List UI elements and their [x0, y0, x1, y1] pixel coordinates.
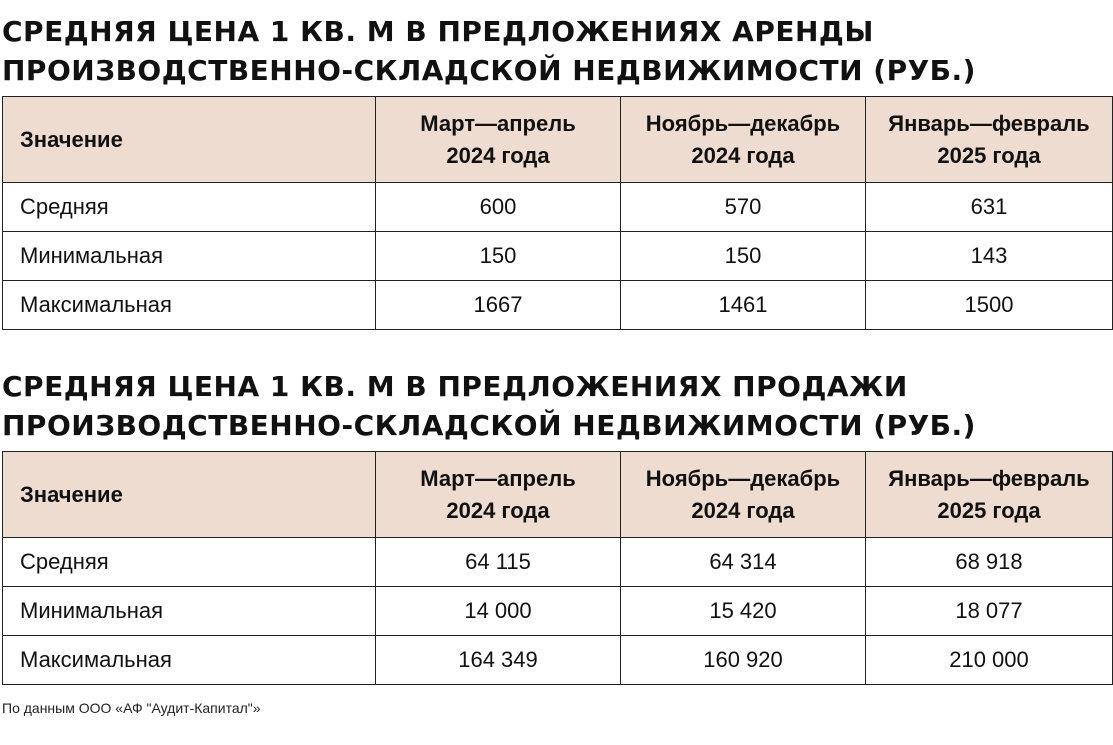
header-cell-label: Значение	[3, 452, 376, 538]
row-label: Минимальная	[3, 587, 376, 636]
table-row	[3, 281, 1113, 330]
value-cell: 150	[376, 232, 621, 281]
header-cell-period	[866, 452, 1113, 538]
table-row	[3, 587, 1113, 636]
value-cell: 631	[866, 183, 1113, 232]
row-label: Максимальная	[3, 281, 376, 330]
row-label: Средняя	[3, 538, 376, 587]
sale-price-table	[2, 451, 1113, 685]
header-period-year: 2024 года	[691, 497, 795, 523]
header-period-year: 2024 года	[446, 497, 550, 523]
value-cell: 160 920	[621, 636, 866, 685]
value-cell: 210 000	[866, 636, 1113, 685]
header-period-line: Март—апрель	[420, 110, 576, 136]
table-header-row	[3, 452, 1113, 538]
row-label: Минимальная	[3, 232, 376, 281]
header-period-line: Январь—февраль	[888, 465, 1090, 491]
sale-title-line-1: СРЕДНЯЯ ЦЕНА 1 КВ. М В ПРЕДЛОЖЕНИЯХ ПРОДАЖИ	[2, 370, 908, 403]
header-period-year: 2024 года	[691, 142, 795, 168]
header-cell-period	[621, 452, 866, 538]
value-cell: 600	[376, 183, 621, 232]
row-label: Средняя	[3, 183, 376, 232]
header-period-line: Март—апрель	[420, 465, 576, 491]
rent-title-line-2: ПРОИЗВОДСТВЕННО-СКЛАДСКОЙ НЕДВИЖИМОСТИ (РУБ.)	[2, 54, 976, 87]
rent-title-line-1: СРЕДНЯЯ ЦЕНА 1 КВ. М В ПРЕДЛОЖЕНИЯХ АРЕНДЫ	[2, 15, 874, 48]
header-period-line: Ноябрь—декабрь	[645, 465, 841, 491]
header-cell-period	[866, 97, 1113, 183]
value-cell: 150	[621, 232, 866, 281]
value-cell: 18 077	[866, 587, 1113, 636]
header-cell-label: Значение	[3, 97, 376, 183]
table-row	[3, 538, 1113, 587]
sale-table-title	[2, 367, 1112, 445]
value-cell: 570	[621, 183, 866, 232]
header-period-line: Январь—февраль	[888, 110, 1090, 136]
value-cell: 64 314	[621, 538, 866, 587]
rent-price-table	[2, 96, 1113, 330]
table-row	[3, 636, 1113, 685]
value-cell: 164 349	[376, 636, 621, 685]
table-header-row	[3, 97, 1113, 183]
header-cell-period	[376, 97, 621, 183]
value-cell: 1500	[866, 281, 1113, 330]
row-label: Максимальная	[3, 636, 376, 685]
value-cell: 14 000	[376, 587, 621, 636]
value-cell: 143	[866, 232, 1113, 281]
header-cell-period	[376, 452, 621, 538]
value-cell: 68 918	[866, 538, 1113, 587]
value-cell: 64 115	[376, 538, 621, 587]
rent-table-title	[2, 12, 1112, 90]
table-row	[3, 183, 1113, 232]
value-cell: 15 420	[621, 587, 866, 636]
source-note: По данным ООО «АФ "Аудит-Капитал"»	[2, 700, 261, 716]
table-row	[3, 232, 1113, 281]
value-cell: 1461	[621, 281, 866, 330]
header-cell-period	[621, 97, 866, 183]
header-period-year: 2025 года	[937, 142, 1041, 168]
header-period-year: 2024 года	[446, 142, 550, 168]
header-period-year: 2025 года	[937, 497, 1041, 523]
header-period-line: Ноябрь—декабрь	[645, 110, 841, 136]
value-cell: 1667	[376, 281, 621, 330]
sale-title-line-2: ПРОИЗВОДСТВЕННО-СКЛАДСКОЙ НЕДВИЖИМОСТИ (РУБ.)	[2, 409, 976, 442]
